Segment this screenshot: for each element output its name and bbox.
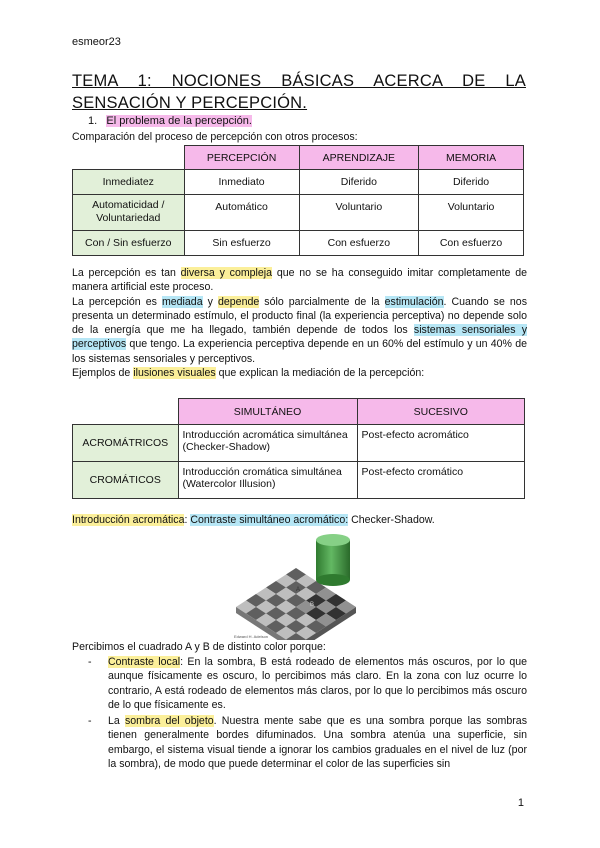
highlight: Contraste local	[108, 656, 181, 668]
table-corner	[73, 146, 185, 170]
table-header: SUCESIVO	[357, 399, 525, 425]
section-heading	[88, 115, 252, 127]
paragraph-2	[72, 295, 527, 366]
table-cell: Introducción acromática simultánea (Checker-Shadow)	[178, 425, 357, 462]
checker-shadow-image	[232, 528, 360, 640]
text: La percepción es	[72, 295, 162, 308]
cylinder-base	[316, 574, 350, 586]
table-header: MEMORIA	[419, 146, 524, 170]
table-cell: Inmediato	[184, 170, 299, 195]
row-header: Con / Sin esfuerzo	[73, 231, 185, 256]
checker-shadow-figure	[232, 528, 360, 640]
label-b: B	[310, 602, 315, 608]
text: sólo parcialmente de la	[259, 295, 385, 308]
bullet-text	[108, 655, 527, 712]
row-header: CROMÁTICOS	[73, 462, 179, 499]
row-header: ACROMÁTRICOS	[73, 425, 179, 462]
row-header: Automaticidad / Voluntariedad	[73, 195, 185, 231]
highlight: sombra del objeto	[124, 715, 214, 727]
comparison-table	[72, 145, 524, 256]
table-cell: Sin esfuerzo	[184, 231, 299, 256]
bullet-dash: -	[88, 715, 92, 727]
highlight: ilusiones visuales	[133, 367, 216, 380]
table-cell: Introducción cromática simultánea (Watercolor Illusion)	[178, 462, 357, 499]
bullet-dash: -	[88, 656, 92, 668]
table-cell: Voluntario	[299, 195, 418, 231]
text: La percepción es tan	[72, 267, 181, 279]
page-number: 1	[517, 797, 524, 809]
table-cell: Diferido	[419, 170, 524, 195]
table-corner	[73, 399, 179, 425]
text: que explican la mediación de la percepción:	[215, 367, 425, 380]
table-header: APRENDIZAJE	[299, 146, 418, 170]
title-line-2: SENSACIÓN Y PERCEPCIÓN.	[72, 94, 308, 112]
section-label: El problema de la percepción.	[106, 115, 252, 127]
table-cell: Diferido	[299, 170, 418, 195]
text: La	[108, 715, 125, 727]
highlight: Contraste simultáneo acromático:	[190, 514, 349, 526]
text: : En la sombra, B está rodeado de elementos más oscuros, por lo que aunque físicamente es oscuro, lo percibimos más claro. En la zona con luz ocurre lo contrario, A está rodeado de elementos más claros, por lo que lo percibimos más oscuro de lo que físicamente es.	[108, 656, 527, 711]
highlight: Introducción acromática	[72, 514, 185, 526]
row-header: Inmediatez	[73, 170, 185, 195]
table-header: SIMULTÁNEO	[178, 399, 357, 425]
bullet-text	[108, 714, 527, 771]
table-cell: Post-efecto cromático	[357, 462, 525, 499]
percibimos-text: Percibimos el cuadrado A y B de distinto color porque:	[72, 641, 326, 653]
text: . Nuestra mente sabe que es una sombra porque las sombras tienen generalmente bordes difuminados. Una sombra atenúa una superficie, sin embargo, el sistema visual tiende a ignorar los cambios graduales en el nivel de luz (por la sombra), de modo que puede determinar el color de las superficies sin	[108, 715, 527, 770]
cylinder-top	[316, 534, 350, 546]
text: que no se ha conseguido imitar completamente de manera artificial este proceso.	[72, 267, 527, 294]
author: esmeor23	[72, 36, 121, 48]
table-cell: Con esfuerzo	[419, 231, 524, 256]
bullet-sombra	[88, 714, 527, 771]
text: . Cuando se nos presenta un determinado estímulo, el producto final (la experiencia perceptiva) no depende solo de la energía que me ha llegado, también depende de todos los	[72, 295, 527, 337]
intro-text: Comparación del proceso de percepción con otros procesos:	[72, 131, 358, 143]
table-cell: Automático	[184, 195, 299, 231]
paragraph-3	[72, 366, 527, 380]
highlight: mediada	[161, 295, 203, 308]
highlight: sistemas sensoriales y perceptivos	[72, 324, 527, 351]
table-cell: Voluntario	[419, 195, 524, 231]
illusions-table	[72, 398, 525, 499]
table-header: PERCEPCIÓN	[184, 146, 299, 170]
table-cell: Con esfuerzo	[299, 231, 418, 256]
text: Ejemplos de	[72, 367, 134, 380]
figure-caption: Edward H. Adelson	[234, 634, 269, 639]
section-number: 1.	[88, 115, 98, 127]
table-cell: Post-efecto acromático	[357, 425, 525, 462]
title-line-1: TEMA 1: NOCIONES BÁSICAS ACERCA DE LA	[72, 72, 526, 90]
body-paragraphs	[72, 266, 527, 380]
text: y	[202, 295, 218, 308]
label-a: A	[296, 587, 301, 593]
text: :	[184, 514, 191, 526]
highlight: diversa y compleja	[180, 267, 273, 279]
text: Checker-Shadow.	[348, 514, 435, 526]
achromatic-heading	[72, 514, 435, 526]
text: que tengo. La experiencia perceptiva depende en un 60% del estímulo y un 40% de los sistemas sensoriales y perceptivos.	[72, 338, 527, 365]
bullet-contraste-local	[88, 655, 527, 712]
highlight: depende	[218, 295, 260, 308]
page-title	[72, 70, 526, 114]
paragraph-1	[72, 266, 527, 295]
highlight: estimulación	[384, 295, 444, 308]
